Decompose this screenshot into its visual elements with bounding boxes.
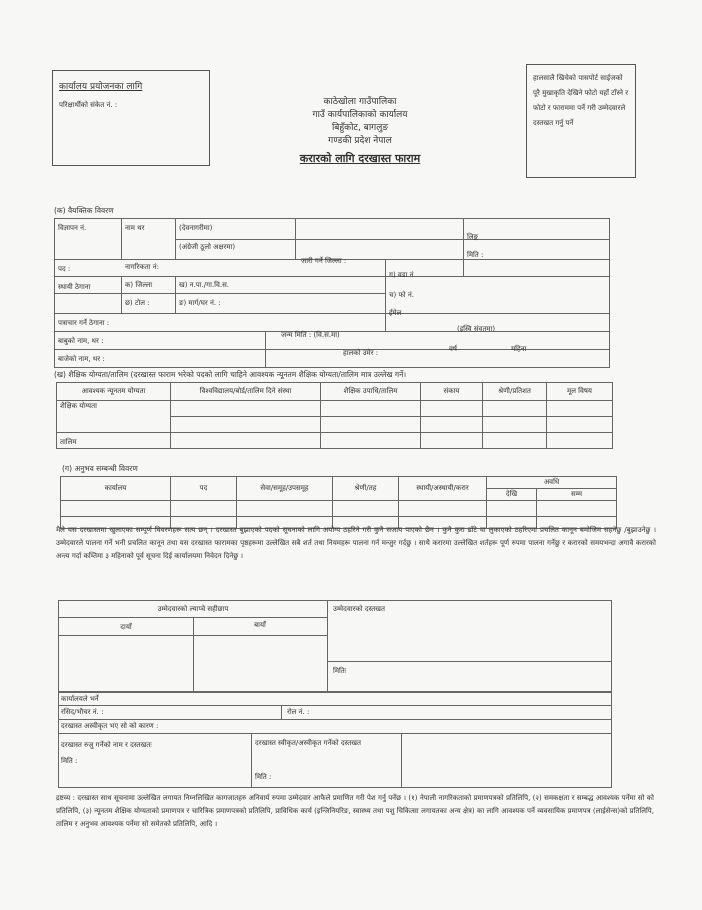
experience-section-label: (ग) अनुभव सम्बन्धी विवरण [62,464,138,473]
email-label: ईमेल [389,309,402,317]
office-name: गाउँ कार्यपालिकाको कार्यालय [312,110,408,120]
photo-box [526,64,636,178]
signature-section [58,600,612,692]
edu-header-division: श्रेणी/प्रतिशत [483,383,547,401]
permanent-address-label: स्थायी ठेगाना [58,283,91,291]
name-label: नाम थर [125,224,145,232]
experience-table [60,476,617,529]
signature-date-label: मितिः [333,667,347,675]
road-label: ङ) मार्ग/घर नं. : [179,299,221,307]
declaration-text: मैले यस दरखास्तमा खुलाएका सम्पूर्ण विवरणहरू सत्य छन् । दरखास्त बुझाएको पदको सूचनाको लागि अयोग्य ठहरिने गरी कुनै सजाय पाएको छैन । कुनै कुरा ढाँटे वा लुकाएको ठहरिएमा प्रचलित कानून बमोजिम सहनेछु /बुझाउनेछु । उम्मेदवारले पालना गर्ने भनी प्रचलित कानून तथा यस दरखास्त फारामका पृष्ठहरूमा उल्लेखित सबै शर्त तथा नियमहरू पालना गर्न मन्जुर गर्दछु । साथै करारमा उल्लेखित शर्तहरू पूर्ण रुपमा पालना गर्नेछु र करारको समयभन्दा अगावै करारको अन्त्य गर्दा कम्तिमा ३ महिनाको पूर्व सूचना दिई कार्यालयमा निवेदन दिनेछु । [56,526,656,560]
ad-year-label: (इस्वि संवतमा) [457,325,496,333]
approver-date-label: मिति : [255,773,272,781]
post-label: पद : [58,265,71,273]
exp-header-duration: अवधि [487,477,617,489]
edu-header-faculty: संकाय [421,383,483,401]
ward-label: ग) वडा नं [389,271,414,279]
citizenship-label: नागरिकता नं: [125,263,159,271]
header [230,96,490,166]
dob-label: जन्म मिति : (वि.सं.मा) [281,331,340,339]
personal-section-label: (क) वैयक्तिक विवरण [54,206,114,215]
receiver-date-label: मिति : [61,757,78,765]
english-label: (अंग्रेजी ठूलो अक्षरमा) [179,243,236,251]
right-thumb-label: दायाँ [120,623,132,631]
exp-header-post: पद [171,477,237,501]
reject-reason-label: दरखास्त अस्वीकृत भए सो को कारण : [61,722,159,730]
candidate-code-label: परिक्षार्थीको संकेत नं. : [59,101,118,109]
months-label: महिना [511,345,527,353]
mailing-address-label: पत्राचार गर्ने ठेगाना : [58,319,110,327]
personal-details-table [54,218,610,368]
date-label: मिति : [467,251,484,259]
father-name-label: बाबुको नाम, थर : [58,337,104,345]
edu-header-min-qualification: आवश्यक न्यूनतम योग्यता [57,383,171,401]
exp-header-from: देखि [487,489,537,501]
tole-label: छ) टोल : [125,299,150,307]
municipality-label: ख) न.पा./गा.वि.स. [179,281,230,289]
office-address: बिहुँकोट, बागलुङ [331,123,389,133]
office-use-box [52,70,210,166]
note-text: द्रष्टव्य : दरखास्त साथ सूचनामा उल्लेखित लगायत निम्नलिखित कागजातहरु अनिवार्य रुपमा उम्मेदवार आफैले प्रमाणित गरी पेश गर्नु पर्नेछ । (१) नेपाली नागरिकताको प्रमाणपत्रको प्रतिलिपि, (२) समकक्षता र सम्बद्ध आवश्यक पर्नेमा सो को प्रतिलिपि, (३) न्यूनतम शैक्षिक योग्यताको प्रमाणपत्र र चारित्रिक प्रमाणपत्रको प्रतिलिपि, प्राविधिक कार्य (इन्जिनियरिङ, स्वास्थ्य तथा पशु चिकित्सा लगायतका अन्य क्षेत्र) का लागि आवश्यक पर्ने व्यवसायिक प्रमाणपत्र (लाईसेन्स)को प्रतिलिपि, तालिम र अनुभव आवश्यक पर्नेमा सो समेतको प्रतिलिपि, आदि । [56,794,654,828]
issued-district-label: जारी गर्ने जिल्ला : [301,257,347,265]
office-use-title: कार्यालय प्रयोजनका लागि [59,82,143,92]
exp-header-office: कार्यालय [61,477,171,501]
district-label: क) जिल्ला [125,281,153,289]
candidate-signature-label: उम्मेदवारको दस्तखत [333,605,385,613]
receiver-label: दरखास्त रुजु गर्नेको नाम र दस्तखतः [61,741,152,749]
municipality-name: काठेखोला गाउँपालिका [323,97,397,107]
exp-header-service: सेवा/समूह/उपसमूह [237,477,333,501]
years-label: वर्ष [449,345,457,353]
edu-row-label: शैक्षिक योग्यता [57,401,171,433]
roll-label: रोल नं. : [287,708,310,716]
edu-header-institution: विश्वविद्यालय/बोर्ड/तालिम दिने संस्था [171,383,321,401]
exp-header-level: श्रेणी/तह [333,477,399,501]
edu-header-major: मूल विषय [547,383,613,401]
exp-header-to: सम्म [537,489,617,501]
grandfather-name-label: बाजेको नाम, थर : [58,355,105,363]
office-fills-label: कार्यालयले भर्ने [61,695,99,703]
thumbprint-title: उम्मेदवारको ल्याप्चे सहीछाप [157,605,229,613]
gender-label: लिङ्ग [467,233,478,241]
devanagari-label: (देवनागरीमा) [179,224,213,232]
exp-header-status: स्थायी/अस्थायी/करार [399,477,487,501]
edu-header-degree: शैक्षिक उपाधि/तालिम [321,383,421,401]
education-section-label: (ख) शैक्षिक योग्यता/तालिम (दरखास्त फाराम भरेको पदको लागि चाहिने आवश्यक न्यूनतम शैक्षिक योग्यता/तालिम मात्र उल्लेख गर्ने। [54,370,407,379]
receipt-label: रसिद/भौचर नं. : [61,708,104,716]
education-table [56,382,613,449]
current-age-label: हालको उमेर : [343,349,379,357]
approver-label: दरखास्त स्वीकृत/अस्वीकृत गर्नेको दस्तखत [255,739,361,747]
photo-instructions: हालसालै खिचेको पासपोर्ट साईजको पूरै मुखाकृति देखिने फोटो यहाँ टाँस्ने र फोटो र फाराममा पर्ने गरी उम्मेदवारले दस्तखत गर्नु पर्ने [533,74,629,127]
office-fill-area [58,692,612,788]
training-row-label: तालिम [57,433,171,449]
province-name: गण्डकी प्रदेश नेपाल [328,136,392,146]
phone-label: च) फो नं. [389,291,414,299]
form-title: करारको लागि दरखास्त फाराम [299,152,421,165]
ad-no-label: विज्ञापन नं. [58,224,87,232]
left-thumb-label: बायाँ [254,621,266,629]
